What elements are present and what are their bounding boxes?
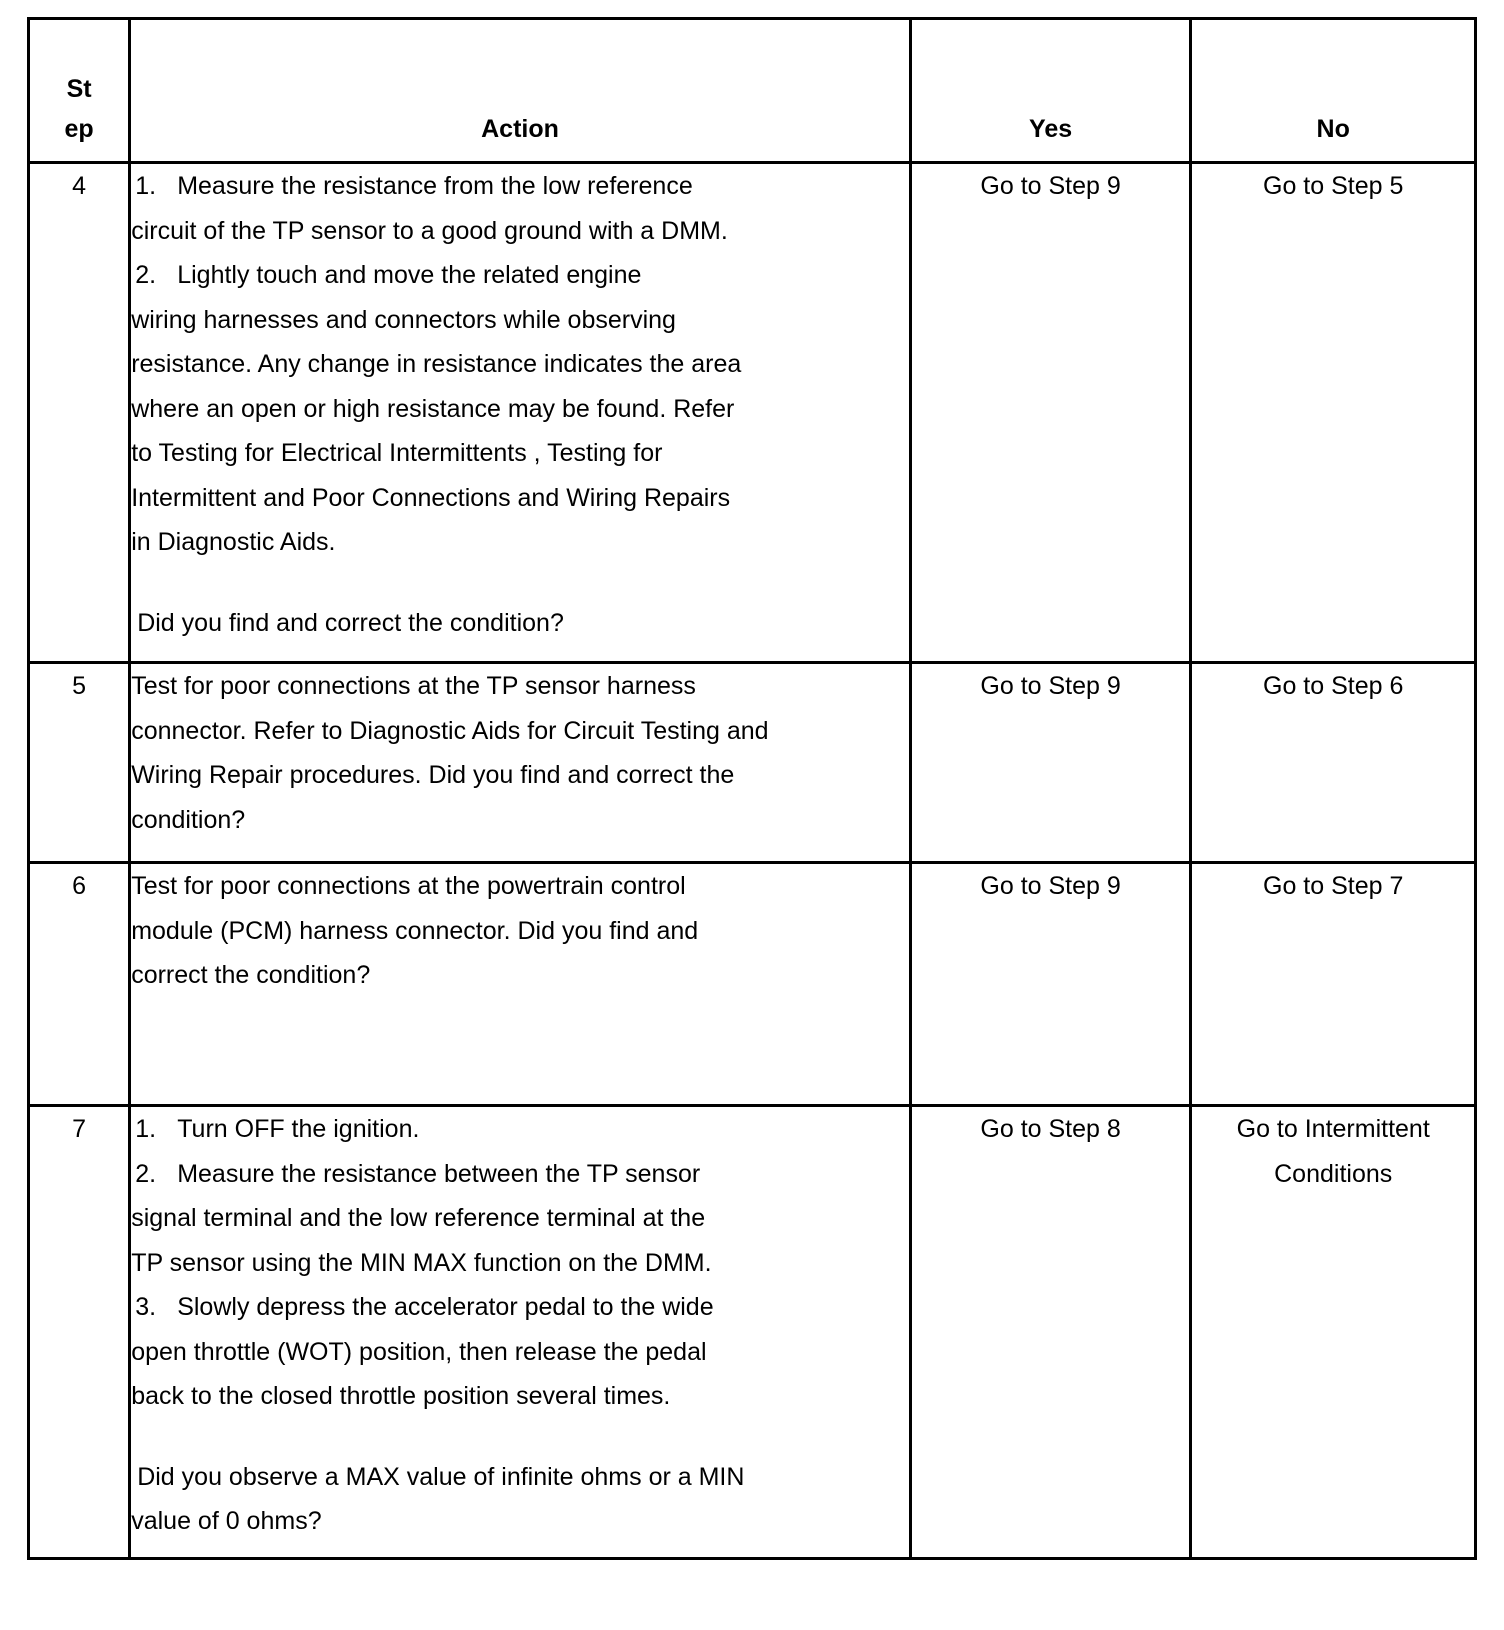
no-cell-line: Conditions [1274,1159,1393,1188]
action-line: module (PCM) harness connector. Did you find and [131,916,699,945]
action-line: in Diagnostic Aids. [131,528,336,556]
action-line: Intermittent and Poor Connections and Wiring Repairs [131,483,731,512]
action-line: Test for poor connections at the powertrain control [131,872,686,900]
action-line: to Testing for Electrical Intermittents , Testing for [131,439,663,467]
table-row [29,163,1476,663]
action-line [131,1285,909,1330]
step-number: 6 [29,863,130,1106]
question-text: Did you find and correct the condition? [137,608,564,637]
header-yes: Yes [910,19,1191,163]
list-number: 1. [135,172,157,200]
table-row [29,863,1476,1106]
question-text: Did you observe a MAX value of infinite ohms or a MIN [137,1462,745,1491]
step-number: 7 [29,1106,130,1559]
action-line: circuit of the TP sensor to a good ground with a DMM. [131,216,728,245]
no-cell: Go to Step 6 [1191,663,1476,863]
action-line [131,253,909,298]
action-line: Wiring Repair procedures. Did you find and correct the [131,761,735,789]
action-text: Lightly touch and move the related engine [177,261,642,289]
yes-cell: Go to Step 9 [910,663,1191,863]
no-cell-line: Go to Intermittent [1236,1115,1430,1143]
yes-cell: Go to Step 9 [910,163,1191,663]
header-step [29,19,130,163]
action-cell [130,863,911,1106]
list-number: 2. [135,1159,157,1188]
no-cell: Go to Step 5 [1191,163,1476,663]
action-line: wiring harnesses and connectors while observing [131,305,676,334]
action-cell [130,163,911,663]
header-row [29,19,1476,163]
action-line: connector. Refer to Diagnostic Aids for Circuit Testing and [131,716,769,745]
action-line: back to the closed throttle position several times. [131,1382,671,1410]
yes-cell: Go to Step 8 [910,1106,1191,1559]
table-row [29,663,1476,863]
action-line: resistance. Any change in resistance indicates the area [131,350,742,378]
action-line [131,1107,909,1152]
step-number: 4 [29,163,130,663]
action-text: Measure the resistance from the low reference [177,172,693,200]
list-number: 3. [135,1293,157,1321]
diagnostic-table [27,17,1477,1560]
question-text: value of 0 ohms? [131,1507,322,1535]
header-action: Action [130,19,911,163]
spacer [131,565,909,601]
action-line: where an open or high resistance may be found. Refer [131,394,735,423]
action-line: condition? [131,805,246,834]
action-line [131,164,909,209]
list-number: 2. [135,261,157,289]
table-row [29,1106,1476,1559]
step-number: 5 [29,663,130,863]
list-number: 1. [135,1115,157,1143]
action-text: Turn OFF the ignition. [177,1115,420,1143]
action-line [131,1152,909,1197]
header-step-line: ep [64,115,94,143]
action-text: Slowly depress the accelerator pedal to the wide [177,1293,714,1321]
action-cell [130,663,911,863]
action-line: Test for poor connections at the TP sensor harness [131,672,696,700]
action-line: signal terminal and the low reference terminal at the [131,1204,706,1232]
yes-cell: Go to Step 9 [910,863,1191,1106]
action-line: open throttle (WOT) position, then release the pedal [131,1337,707,1366]
header-no: No [1191,19,1476,163]
action-cell [130,1106,911,1559]
action-line: correct the condition? [131,961,371,989]
no-cell: Go to Step 7 [1191,863,1476,1106]
spacer [131,1419,909,1455]
action-line: TP sensor using the MIN MAX function on the DMM. [131,1248,712,1277]
no-cell [1191,1106,1476,1559]
action-text: Measure the resistance between the TP sensor [177,1159,701,1188]
header-step-line: St [66,75,92,103]
